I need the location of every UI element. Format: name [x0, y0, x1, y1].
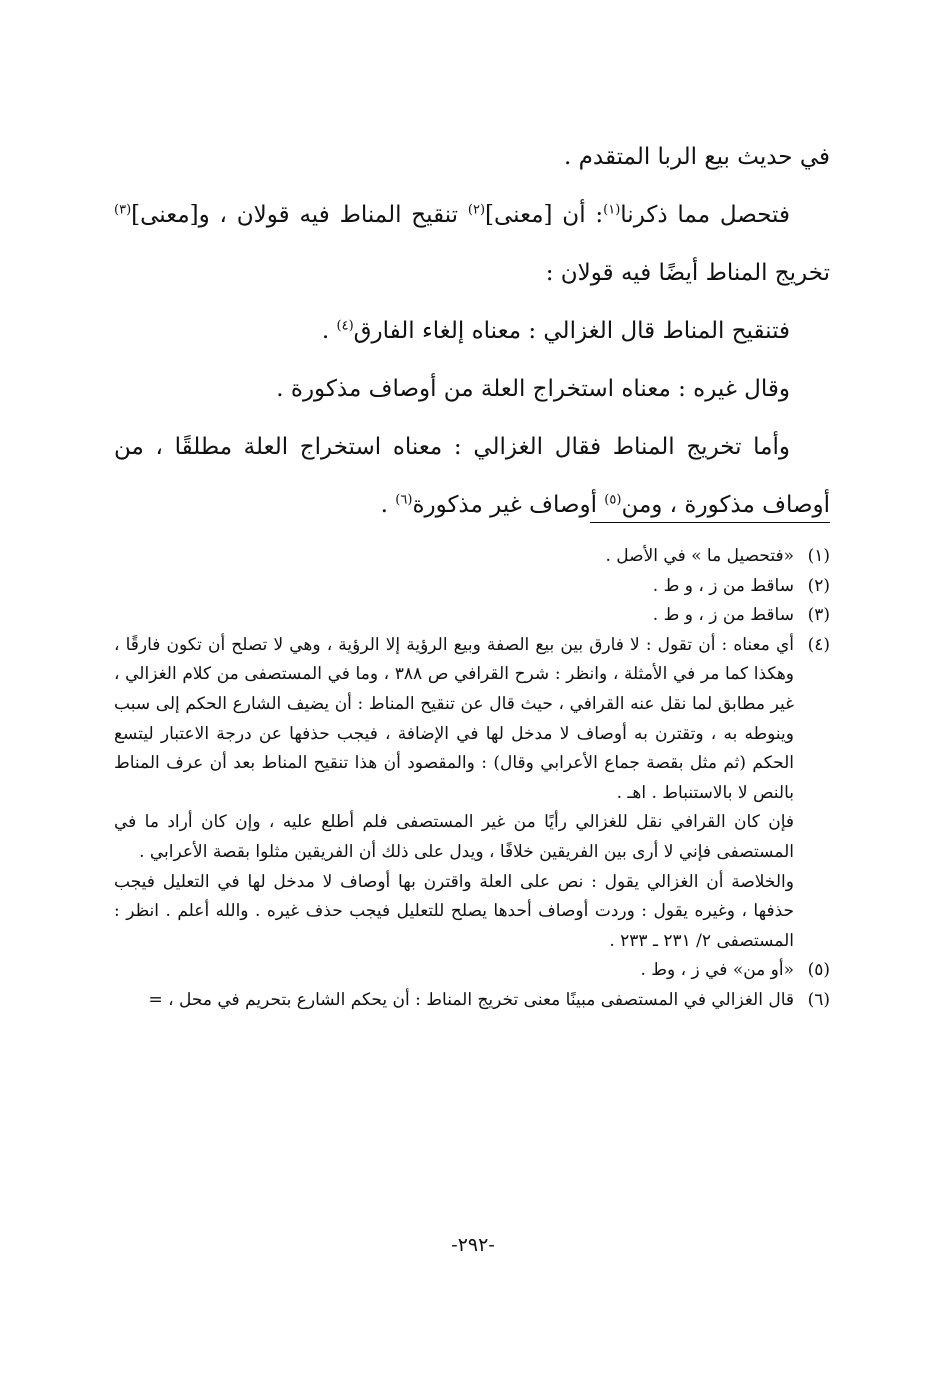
- main-paragraph-4: وقال غيره : معناه استخراج العلة من أوصاف مذكورة .: [276, 376, 790, 402]
- footnote-1: [114, 542, 830, 572]
- footnote-number: (٦): [807, 989, 830, 1010]
- footnote-text: قال الغزالي في المستصفى مبينًا معنى تخريج المناط : أن يحكم الشارع بتحريم في محل ، =: [148, 989, 794, 1010]
- footnote-2: [114, 572, 830, 602]
- footnote-marker: (٦): [395, 492, 413, 508]
- footnote-4-continuation: فإن كان القرافي نقل للغزالي رأيًا من غير المستصفى فلم أطلع عليه ، وإن كان أراد ما في المستصفى فإني لا أرى بين الفريقين خلافًا ، ويدل على ذلك أن الفريقين مثلوا بقصة الأعرابي .: [114, 812, 794, 862]
- footnote-marker: (١): [603, 202, 621, 218]
- footnote-text: ساقط من ز ، و ط .: [652, 575, 794, 596]
- footnote-number: (٢): [807, 575, 830, 596]
- page-number: -٢٩٢-: [451, 1234, 495, 1256]
- footnote-marker: (٥): [604, 492, 622, 508]
- footnote-number: (٣): [807, 605, 830, 626]
- footnote-4: [114, 631, 830, 809]
- footnote-separator: [590, 522, 830, 523]
- main-paragraph-1: في حديث بيع الربا المتقدم .: [564, 144, 830, 170]
- footnote-6: [114, 986, 830, 1016]
- footnote-marker: (٤): [336, 318, 354, 334]
- footnote-5: [114, 956, 830, 986]
- footnotes: [114, 542, 830, 1016]
- main-paragraph-3: فتنقيح المناط قال الغزالي : معناه إلغاء الفارق$^{(٤)}$ .: [321, 318, 790, 344]
- footnote-number: (٥): [807, 960, 830, 981]
- footnote-text: «فتحصيل ما » في الأصل .: [605, 546, 794, 566]
- footnote-text: «أو من» في ز ، وط .: [640, 960, 794, 981]
- footnote-text: ساقط من ز ، و ط .: [652, 605, 794, 626]
- footnote-4-summary: والخلاصة أن الغزالي يقول : نص على العلة واقترن بها أوصاف لا مدخل لها في التعليل فيجب حذفها ، وغيره يقول : وردت أوصاف أحدها يصلح للتعليل فيجب حذف غيره . والله أعلم . انظر : المستصفى ٢/ ٢٣١ ـ ٢٣٣ .: [114, 871, 795, 951]
- footnote-3: [114, 601, 830, 631]
- footnote-marker: (٣): [114, 202, 132, 218]
- main-paragraph-5: وأما تخريج المناط فقال الغزالي : معناه استخراج العلة مطلقًا ، من أوصاف مذكورة ، ومن$^{(٥)}$ أوصاف غير مذكورة$^{(٦)}$ .: [114, 434, 830, 518]
- footnote-text: أي معناه : أن تقول : لا فارق بين بيع الصفة وبيع الرؤية إلا الرؤية ، وهي لا تصلح أن تكون فارقًا ، وهكذا كما مر في الأمثلة ، وانظر : شرح القرافي ص ٣٨٨ ، وما في المستصفى من كلام الغزالي ، غير مطابق لما نقل عنه القرافي ، حيث قال عن تنقيح المناط : أن يضيف الشارع الحكم إلى سبب وينوطه به ، وتقترن به أوصاف لا مدخل لها في الإضافة ، فيجب حذفها عن درجة الاعتبار ليتسع الحكم (ثم مثل بقصة جماع الأعرابي وقال) : والمقصود أن هذا تنقيح المناط بعد أن عرف المناط بالنص لا بالاستنباط . اهـ .: [114, 634, 794, 803]
- footnote-number: (٤): [807, 634, 830, 655]
- footnote-number: (١): [807, 546, 830, 566]
- footnote-marker: (٢): [467, 202, 486, 218]
- main-paragraph-2: فتحصل مما ذكرنا$^{(١)}$: أن [معنى]$^{(٢)}$ تنقيح المناط فيه قولان ، و[معنى]$^{(٣)}$ تخريج المناط أيضًا فيه قولان :: [114, 202, 830, 286]
- main-text: [114, 128, 830, 534]
